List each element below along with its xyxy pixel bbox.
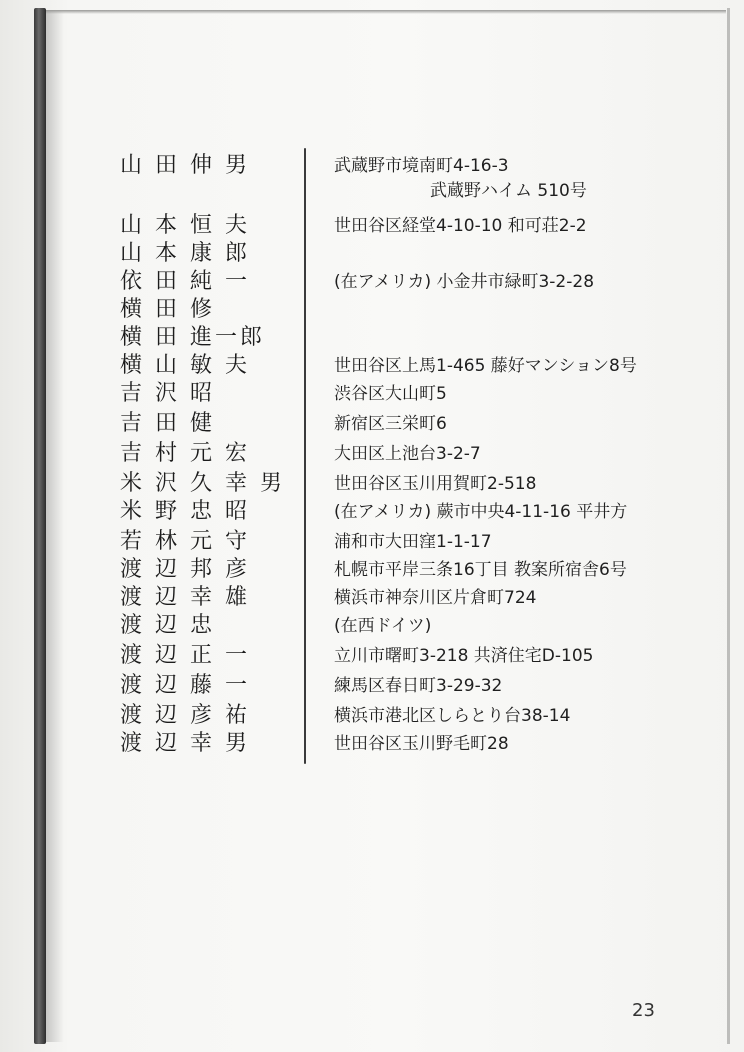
page-top-edge	[46, 10, 726, 14]
member-address: 武蔵野市境南町4-16-3	[334, 156, 509, 176]
member-address: 世田谷区経堂4-10-10 和可荘2-2	[334, 216, 587, 236]
member-name: 渡 辺 忠	[120, 613, 215, 638]
member-address: 浦和市大田窪1-1-17	[334, 532, 492, 552]
member-name: 吉 村 元 宏	[120, 441, 250, 466]
member-name: 横 山 敏 夫	[120, 353, 250, 378]
member-name: 米 沢 久 幸 男	[120, 471, 285, 496]
member-address: (在アメリカ) 蕨市中央4-11-16 平井方	[334, 502, 628, 522]
member-address: 世田谷区玉川用賀町2-518	[334, 474, 537, 494]
member-name: 渡 辺 邦 彦	[120, 557, 250, 582]
member-name: 渡 辺 幸 雄	[120, 585, 250, 610]
member-address: 世田谷区上馬1-465 藤好マンション8号	[334, 356, 637, 376]
member-name: 山 本 恒 夫	[120, 213, 250, 238]
member-name: 渡 辺 正 一	[120, 643, 250, 668]
member-address	[334, 296, 694, 324]
page-number: 23	[632, 1000, 655, 1021]
member-name: 若 林 元 守	[120, 529, 250, 554]
binding-shadow	[46, 10, 64, 1042]
member-address: 世田谷区玉川野毛町28	[334, 734, 509, 754]
member-name: 渡 辺 藤 一	[120, 673, 250, 698]
member-address-line2: 武蔵野ハイム 510号	[430, 181, 587, 201]
member-address: 練馬区春日町3-29-32	[334, 676, 503, 696]
member-name: 吉 沢 昭	[120, 381, 215, 406]
member-address: 新宿区三栄町6	[334, 414, 447, 434]
column-divider	[304, 148, 306, 764]
member-name: 横 田 進一郎	[120, 325, 265, 350]
member-address: 立川市曙町3-218 共済住宅D-105	[334, 646, 594, 666]
member-address	[334, 324, 694, 352]
member-address: 渋谷区大山町5	[334, 384, 447, 404]
member-address: (在西ドイツ)	[334, 616, 432, 636]
member-name: 吉 田 健	[120, 411, 215, 436]
member-address: (在アメリカ) 小金井市緑町3-2-28	[334, 272, 595, 292]
member-name: 山 田 伸 男	[120, 153, 250, 178]
book-binding	[34, 8, 46, 1044]
member-address: 横浜市神奈川区片倉町724	[334, 588, 537, 608]
member-name: 米 野 忠 昭	[120, 499, 250, 524]
member-name: 横 田 修	[120, 297, 215, 322]
member-address: 札幌市平岸三条16丁目 教案所宿舎6号	[334, 560, 627, 580]
member-name: 山 本 康 郎	[120, 241, 250, 266]
member-name: 渡 辺 彦 祐	[120, 703, 250, 728]
member-name: 依 田 純 一	[120, 269, 250, 294]
member-address: 横浜市港北区しらとり台38-14	[334, 706, 571, 726]
member-name: 渡 辺 幸 男	[120, 731, 250, 756]
member-address	[334, 240, 694, 268]
member-address: 大田区上池台3-2-7	[334, 444, 481, 464]
page-right-edge	[727, 8, 730, 1044]
